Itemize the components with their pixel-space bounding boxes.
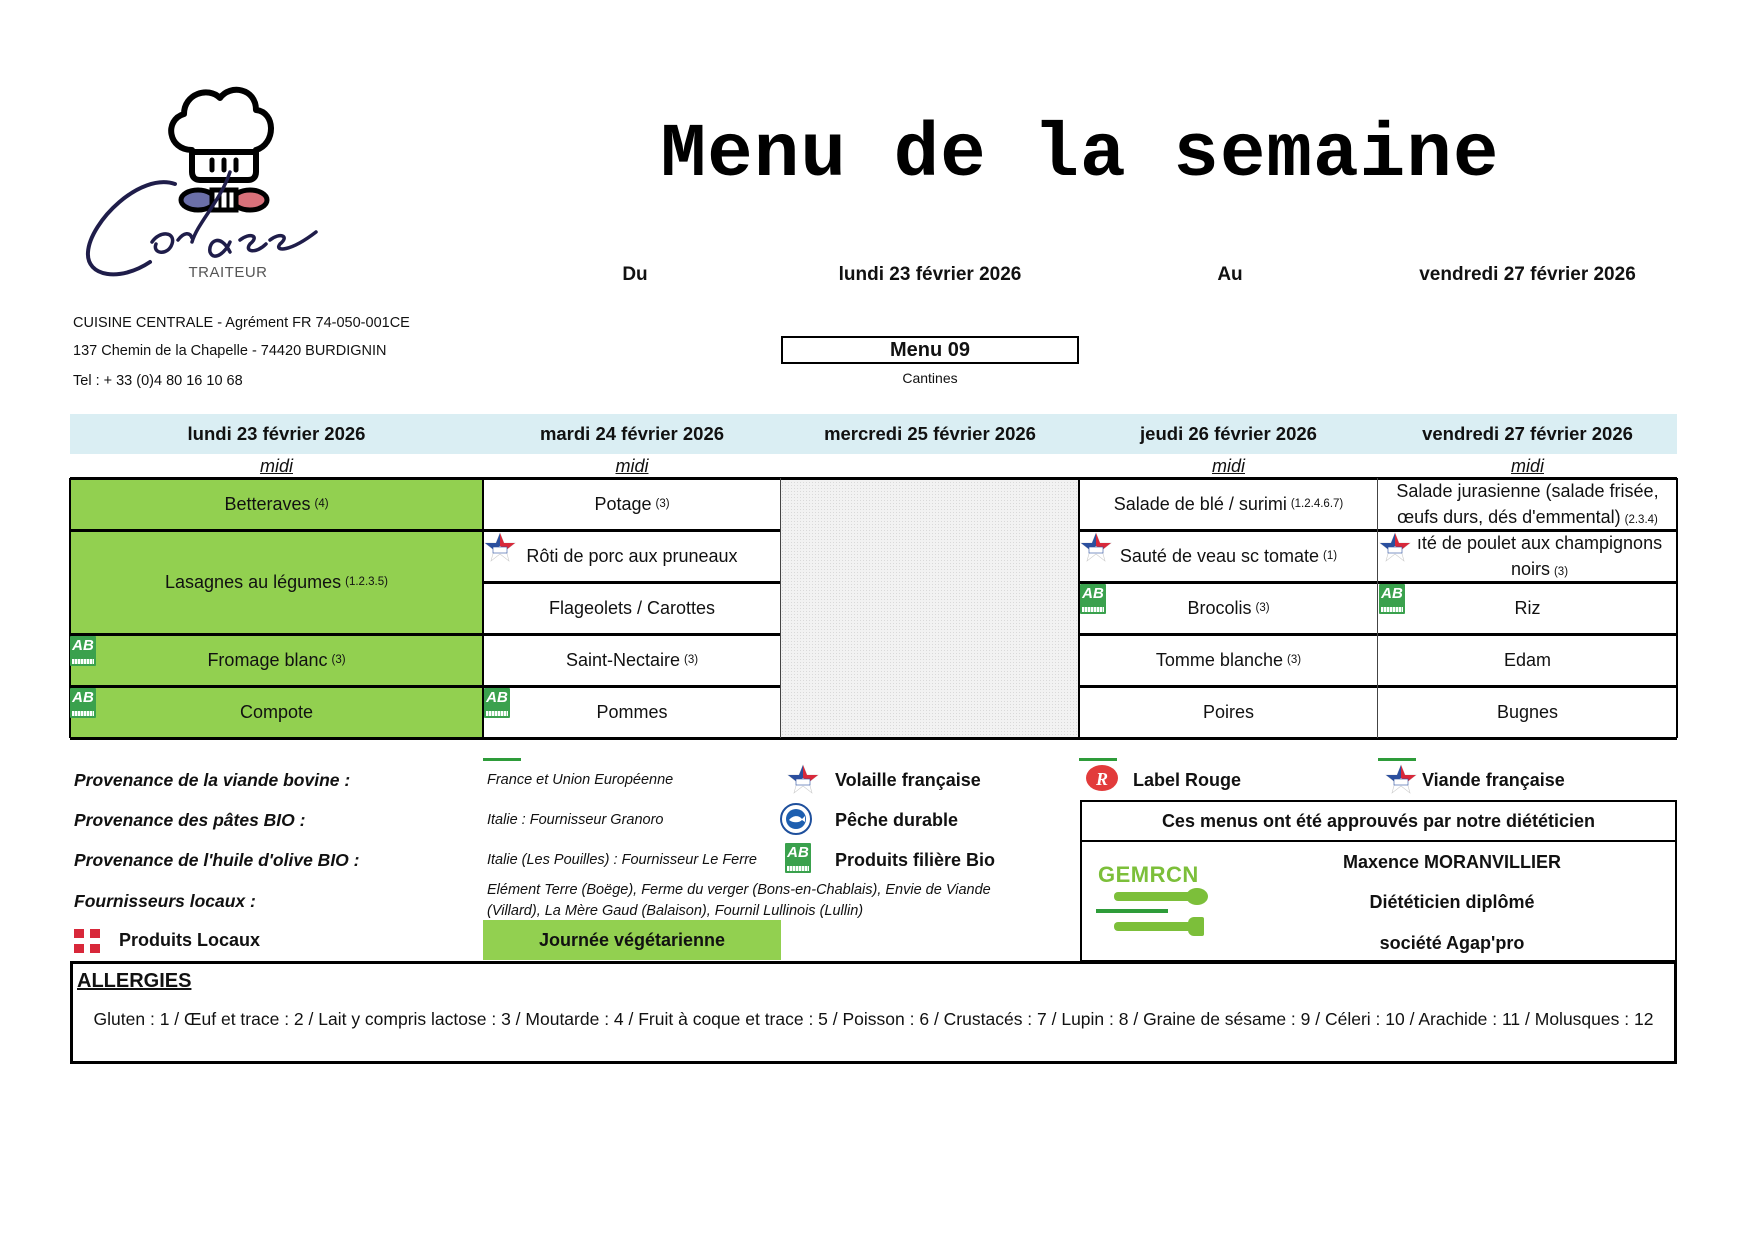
label-produits-locaux: Produits Locaux	[119, 930, 261, 950]
menu-cell	[1079, 530, 1378, 582]
menu-cell	[483, 686, 781, 738]
origin-value-bovine: France et Union Européenne	[487, 772, 674, 788]
gemrcn-logo	[1096, 862, 1226, 942]
dish-name: Fromage blanc	[207, 650, 328, 670]
company-agrement: CUISINE CENTRALE - Agrément FR 74-050-001CE	[73, 315, 410, 331]
bio-label-icon: AB	[1379, 584, 1405, 614]
table-border	[70, 685, 781, 688]
bio-label-icon: AB	[70, 636, 96, 666]
allergen-codes: (3)	[1287, 654, 1302, 666]
decorative-mark	[483, 758, 521, 761]
dish-name: Salade de blé / surimi	[1113, 494, 1287, 514]
table-border	[483, 581, 781, 584]
day-header-thursday: jeudi 26 février 2026	[1140, 423, 1317, 444]
dietician-box	[1080, 800, 1677, 962]
table-border	[1079, 529, 1677, 532]
menu-cell	[70, 686, 483, 738]
day-header-friday: vendredi 27 février 2026	[1422, 423, 1633, 444]
menu-cell	[70, 634, 483, 686]
menu-cell	[1079, 686, 1378, 738]
service-tuesday: midi	[615, 456, 649, 476]
dish-name: Pommes	[596, 702, 668, 722]
origin-value-huile: Italie (Les Pouilles) : Fournisseur Le Ferre	[487, 852, 757, 868]
period-from-label: Du	[622, 264, 648, 285]
allergen-codes: (3)	[1553, 566, 1569, 578]
dish-name: Potage	[594, 494, 652, 514]
origin-value-locaux-1: Elément Terre (Boëge), Ferme du verger (Bons-en-Chablais), Envie de Viande	[487, 882, 991, 898]
decorative-mark	[1378, 758, 1416, 761]
menu-cell	[70, 530, 483, 634]
allergen-codes: (3)	[655, 498, 670, 510]
viande-francaise-icon	[1379, 532, 1411, 562]
bio-label-icon: AB	[785, 843, 811, 873]
allergies-list: Gluten : 1 / Œuf et trace : 2 / Lait y compris lactose : 3 / Moutarde : 4 / Fruit à coque et trace : 5 / Poisson : 6 / Crustacés : 7 / Lupin : 8 / Graine de sésame : 9 / Céleri : 10 / Arachide : 11 / Molusques : 12	[93, 1009, 1654, 1029]
dish-name: Betteraves	[224, 494, 311, 514]
label-peche: Pêche durable	[835, 810, 959, 830]
menu-cell	[483, 530, 781, 582]
table-border	[70, 633, 781, 636]
service-thursday: midi	[1211, 456, 1245, 476]
label-rouge-icon	[1085, 763, 1119, 793]
menu-cell	[483, 478, 781, 530]
dish-name: ıté de poulet aux champignons noirs	[1416, 533, 1663, 579]
volaille-francaise-icon	[786, 764, 820, 794]
menu-cell-empty	[781, 478, 1079, 738]
service-monday: midi	[259, 456, 293, 476]
allergen-codes: (3)	[1255, 602, 1270, 614]
table-border	[70, 529, 781, 532]
bio-label-icon: AB	[70, 688, 96, 718]
dietician-name: Maxence MORANVILLIER	[1342, 852, 1562, 872]
bio-label-icon: AB	[484, 688, 510, 718]
label-volaille: Volaille française	[835, 770, 981, 790]
origin-label-huile: Provenance de l'huile d'olive BIO :	[74, 850, 360, 870]
menu-cell	[1079, 582, 1378, 634]
dish-name: Bugnes	[1496, 702, 1559, 722]
page-title: Menu de la semaine	[660, 112, 1500, 198]
allergen-codes: (1.2.3.5)	[345, 576, 388, 588]
dish-name: Rôti de porc aux pruneaux	[526, 546, 738, 566]
allergen-codes: (2.3.4)	[1624, 514, 1658, 526]
period-to-label: Au	[1217, 264, 1243, 285]
bio-label-icon: AB	[1080, 584, 1106, 614]
menu-cell	[483, 634, 781, 686]
allergen-codes: (1.2.4.6.7)	[1290, 498, 1344, 510]
label-label-rouge: Label Rouge	[1133, 770, 1242, 790]
allergen-codes: (1)	[1323, 550, 1338, 562]
origin-label-pates: Provenance des pâtes BIO :	[74, 810, 306, 830]
allergies-title: ALLERGIES	[77, 970, 192, 992]
origin-value-locaux-2: (Villard), La Mère Gaud (Balaison), Fournil Lullinois (Lullin)	[487, 903, 864, 919]
gemrcn-text: GEMRCN	[1098, 862, 1199, 887]
period-to-date: vendredi 27 février 2026	[1419, 264, 1636, 285]
table-border	[780, 478, 781, 738]
decorative-mark	[1079, 758, 1117, 761]
dish-name: Sauté de veau sc tomate	[1119, 546, 1320, 566]
peche-durable-icon	[780, 803, 812, 835]
dish-name: Lasagnes au légumes	[165, 572, 342, 592]
label-viande: Viande française	[1422, 770, 1565, 790]
dietician-title: Diététicien diplômé	[1369, 892, 1535, 912]
dish-name: Salade jurasienne (salade frisée, œufs durs, dés d'emmental)	[1396, 481, 1659, 527]
viande-francaise-icon	[1384, 764, 1418, 794]
day-header-monday: lundi 23 février 2026	[187, 423, 366, 444]
table-border	[1079, 581, 1677, 584]
allergen-codes: (3)	[331, 654, 346, 666]
company-phone: Tel : + 33 (0)4 80 16 10 68	[73, 373, 243, 389]
dish-name: Flageolets / Carottes	[548, 598, 716, 618]
table-border	[1079, 685, 1677, 688]
origin-value-pates: Italie : Fournisseur Granoro	[487, 812, 664, 828]
table-border	[70, 477, 1677, 480]
table-border	[70, 737, 1677, 740]
menu-cell	[1378, 634, 1677, 686]
chef-hat-icon	[80, 72, 380, 292]
viande-francaise-icon	[1080, 532, 1112, 562]
dietician-company: société Agap'pro	[1379, 933, 1525, 953]
company-address: 137 Chemin de la Chapelle - 74420 BURDIGNIN	[73, 343, 387, 359]
period-from-date: lundi 23 février 2026	[838, 264, 1022, 285]
menu-cell	[483, 582, 781, 634]
savoie-cross-icon	[74, 929, 100, 953]
menu-cell	[1079, 478, 1378, 530]
dish-name: Compote	[239, 702, 314, 722]
logo	[80, 72, 380, 292]
table-border	[1079, 633, 1677, 636]
allergies-box	[70, 961, 1677, 1064]
logo-subtitle: TRAITEUR	[188, 264, 268, 281]
label-bio: Produits filière Bio	[835, 850, 996, 870]
menu-cell	[1378, 530, 1677, 582]
table-border	[1676, 478, 1678, 738]
origin-label-locaux: Fournisseurs locaux :	[74, 891, 256, 911]
day-header-wednesday: mercredi 25 février 2026	[824, 423, 1036, 444]
table-border	[1377, 478, 1378, 738]
menu-cell	[1378, 686, 1677, 738]
dish-name: Edam	[1503, 650, 1552, 670]
menu-cell	[70, 478, 483, 530]
menu-type: Cantines	[902, 370, 958, 386]
dish-name: Saint-Nectaire	[565, 650, 680, 670]
svg-text:R: R	[1095, 769, 1109, 789]
menu-table	[70, 478, 1677, 738]
service-friday: midi	[1510, 456, 1544, 476]
menu-number: Menu 09	[781, 336, 1079, 364]
viande-francaise-icon	[484, 532, 516, 562]
dish-name: Brocolis	[1187, 598, 1252, 618]
allergen-codes: (4)	[314, 498, 329, 510]
day-header-tuesday: mardi 24 février 2026	[539, 423, 725, 444]
menu-cell	[1079, 634, 1378, 686]
dish-name: Tomme blanche	[1155, 650, 1283, 670]
dish-name: Poires	[1202, 702, 1255, 722]
dietician-approval: Ces menus ont été approuvés par notre diététicien	[1082, 802, 1675, 842]
menu-cell	[1378, 582, 1677, 634]
menu-cell	[1378, 478, 1677, 530]
allergen-codes: (3)	[683, 654, 699, 666]
vegetarian-day-legend: Journée végétarienne	[483, 920, 781, 960]
origin-label-bovine: Provenance de la viande bovine :	[74, 770, 351, 790]
dish-name: Riz	[1514, 598, 1541, 618]
